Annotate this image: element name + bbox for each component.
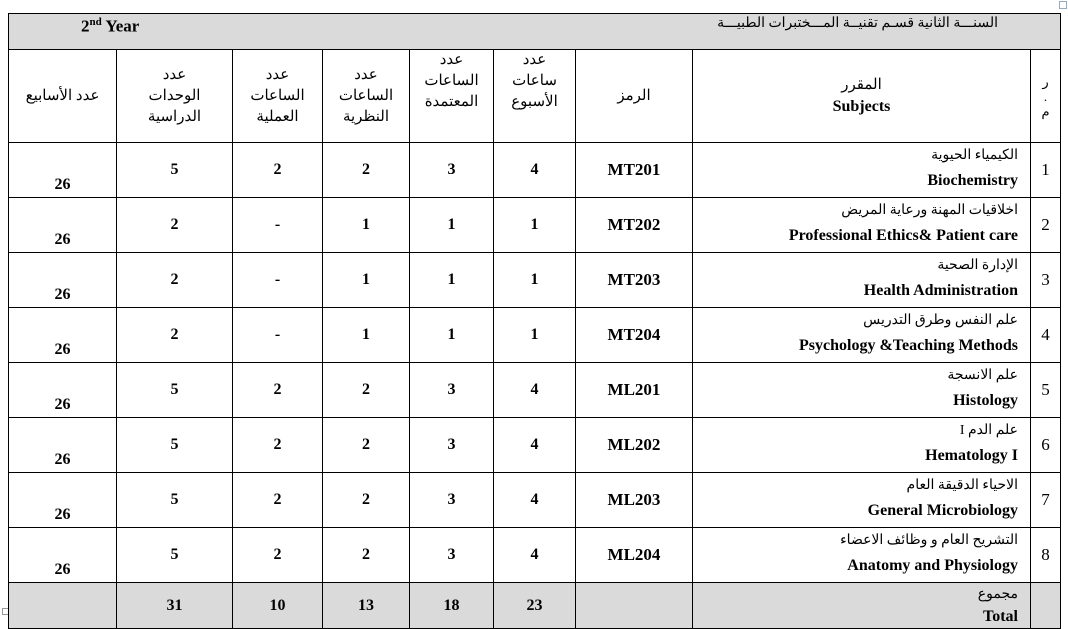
corner-marker bbox=[1059, 1, 1067, 9]
subject-english: Professional Ethics& Patient care bbox=[788, 227, 1018, 244]
table-row bbox=[9, 308, 1061, 363]
subject-cell bbox=[693, 418, 1031, 473]
header-credit: عدد الساعات المعتمدة bbox=[410, 50, 494, 143]
practical-hours-cell: 2 bbox=[233, 418, 323, 473]
subject-cell bbox=[693, 363, 1031, 418]
table-row bbox=[9, 253, 1061, 308]
units-cell: 2 bbox=[117, 253, 233, 308]
row-number-cell: 5 bbox=[1031, 363, 1061, 418]
subject-arabic: الإدارة الصحية bbox=[937, 258, 1018, 273]
header-row bbox=[9, 50, 1061, 143]
year-title: 2nd Year bbox=[81, 16, 140, 36]
weeks-cell: 26 bbox=[9, 143, 117, 198]
curriculum-table-frame bbox=[8, 13, 1060, 625]
units-cell: 5 bbox=[117, 363, 233, 418]
weekly-hours-cell: 1 bbox=[494, 308, 576, 363]
table-row bbox=[9, 198, 1061, 253]
curriculum-table bbox=[8, 13, 1061, 629]
units-cell: 2 bbox=[117, 308, 233, 363]
units-cell: 5 bbox=[117, 143, 233, 198]
row-number-cell: 4 bbox=[1031, 308, 1061, 363]
row-number-cell: 1 bbox=[1031, 143, 1061, 198]
subject-cell bbox=[693, 308, 1031, 363]
row-number-cell: 8 bbox=[1031, 528, 1061, 583]
practical-hours-cell: 2 bbox=[233, 143, 323, 198]
course-code-cell: ML202 bbox=[576, 418, 693, 473]
weeks-cell: 26 bbox=[9, 473, 117, 528]
theory-hours-cell: 2 bbox=[323, 363, 410, 418]
theory-hours-cell: 1 bbox=[323, 253, 410, 308]
subject-arabic: علم الدم I bbox=[959, 423, 1018, 438]
header-weeks: عدد الأسابيع bbox=[9, 50, 117, 143]
course-code-cell: MT201 bbox=[576, 143, 693, 198]
title-cell bbox=[9, 14, 1061, 50]
subject-arabic: اخلاقيات المهنة ورعاية المريض bbox=[841, 203, 1018, 218]
practical-hours-cell: 2 bbox=[233, 473, 323, 528]
course-code-cell: ML203 bbox=[576, 473, 693, 528]
subject-english: General Microbiology bbox=[867, 502, 1018, 519]
weekly-hours-cell: 4 bbox=[494, 528, 576, 583]
credit-hours-cell: 3 bbox=[410, 528, 494, 583]
credit-hours-cell: 1 bbox=[410, 253, 494, 308]
theory-hours-cell: 2 bbox=[323, 473, 410, 528]
subject-arabic: الكيمياء الحيوية bbox=[931, 148, 1018, 163]
total-weekly: 23 bbox=[494, 583, 576, 629]
course-code-cell: MT203 bbox=[576, 253, 693, 308]
table-row bbox=[9, 473, 1061, 528]
course-code-cell: MT204 bbox=[576, 308, 693, 363]
header-practical: عدد الساعات العملية bbox=[233, 50, 323, 143]
units-cell: 5 bbox=[117, 473, 233, 528]
weeks-cell: 26 bbox=[9, 253, 117, 308]
subject-english: Hematology I bbox=[925, 447, 1018, 464]
department-title: السنـــة الثانية قسـم تقنيــة المـــختبرات الطبيـــة bbox=[717, 16, 999, 31]
subject-english: Histology bbox=[953, 392, 1018, 409]
subject-english: Psychology &Teaching Methods bbox=[799, 337, 1018, 354]
weeks-cell: 26 bbox=[9, 528, 117, 583]
subject-english: Health Administration bbox=[863, 282, 1018, 299]
total-index bbox=[1031, 583, 1061, 629]
theory-hours-cell: 2 bbox=[323, 418, 410, 473]
weeks-cell: 26 bbox=[9, 418, 117, 473]
credit-hours-cell: 3 bbox=[410, 143, 494, 198]
total-weeks bbox=[9, 583, 117, 629]
weekly-hours-cell: 4 bbox=[494, 143, 576, 198]
table-body bbox=[9, 143, 1061, 583]
course-code-cell: ML201 bbox=[576, 363, 693, 418]
header-index: ر . م bbox=[1031, 50, 1061, 143]
practical-hours-cell: 2 bbox=[233, 528, 323, 583]
credit-hours-cell: 3 bbox=[410, 363, 494, 418]
header-theory: عدد الساعات النظرية bbox=[323, 50, 410, 143]
theory-hours-cell: 1 bbox=[323, 308, 410, 363]
weeks-cell: 26 bbox=[9, 308, 117, 363]
total-code bbox=[576, 583, 693, 629]
weekly-hours-cell: 4 bbox=[494, 363, 576, 418]
weekly-hours-cell: 4 bbox=[494, 418, 576, 473]
subject-cell bbox=[693, 253, 1031, 308]
weeks-cell: 26 bbox=[9, 363, 117, 418]
total-theory: 13 bbox=[323, 583, 410, 629]
total-units: 31 bbox=[117, 583, 233, 629]
weekly-hours-cell: 1 bbox=[494, 198, 576, 253]
weekly-hours-cell: 1 bbox=[494, 253, 576, 308]
header-subject: المقرر Subjects bbox=[693, 50, 1031, 143]
table-row bbox=[9, 143, 1061, 198]
units-cell: 5 bbox=[117, 528, 233, 583]
practical-hours-cell: - bbox=[233, 308, 323, 363]
credit-hours-cell: 1 bbox=[410, 198, 494, 253]
row-number-cell: 6 bbox=[1031, 418, 1061, 473]
units-cell: 2 bbox=[117, 198, 233, 253]
theory-hours-cell: 2 bbox=[323, 143, 410, 198]
subject-arabic: التشريح العام و وظائف الاعضاء bbox=[840, 533, 1018, 548]
row-number-cell: 2 bbox=[1031, 198, 1061, 253]
subject-cell bbox=[693, 143, 1031, 198]
course-code-cell: ML204 bbox=[576, 528, 693, 583]
row-number-cell: 7 bbox=[1031, 473, 1061, 528]
title-row bbox=[9, 14, 1061, 50]
credit-hours-cell: 3 bbox=[410, 418, 494, 473]
weeks-cell: 26 bbox=[9, 198, 117, 253]
theory-hours-cell: 2 bbox=[323, 528, 410, 583]
total-label: مجموع Total bbox=[693, 583, 1031, 629]
subject-cell bbox=[693, 528, 1031, 583]
course-code-cell: MT202 bbox=[576, 198, 693, 253]
practical-hours-cell: - bbox=[233, 198, 323, 253]
subject-cell bbox=[693, 198, 1031, 253]
subject-english: Biochemistry bbox=[927, 172, 1018, 189]
header-units: عدد الوحدات الدراسية bbox=[117, 50, 233, 143]
weekly-hours-cell: 4 bbox=[494, 473, 576, 528]
table-row bbox=[9, 528, 1061, 583]
table-row bbox=[9, 363, 1061, 418]
row-number-cell: 3 bbox=[1031, 253, 1061, 308]
table-row bbox=[9, 418, 1061, 473]
total-credit: 18 bbox=[410, 583, 494, 629]
subject-cell bbox=[693, 473, 1031, 528]
subject-arabic: الاحياء الدقيقة العام bbox=[906, 478, 1018, 493]
subject-english: Anatomy and Physiology bbox=[847, 557, 1018, 574]
total-practical: 10 bbox=[233, 583, 323, 629]
theory-hours-cell: 1 bbox=[323, 198, 410, 253]
practical-hours-cell: 2 bbox=[233, 363, 323, 418]
subject-arabic: علم النفس وطرق التدريس bbox=[863, 313, 1018, 328]
header-weekly: عدد ساعات الأسبوع bbox=[494, 50, 576, 143]
credit-hours-cell: 1 bbox=[410, 308, 494, 363]
totals-row bbox=[9, 583, 1061, 629]
subject-arabic: علم الانسجة bbox=[947, 368, 1018, 383]
units-cell: 5 bbox=[117, 418, 233, 473]
header-code: الرمز bbox=[576, 50, 693, 143]
credit-hours-cell: 3 bbox=[410, 473, 494, 528]
practical-hours-cell: - bbox=[233, 253, 323, 308]
